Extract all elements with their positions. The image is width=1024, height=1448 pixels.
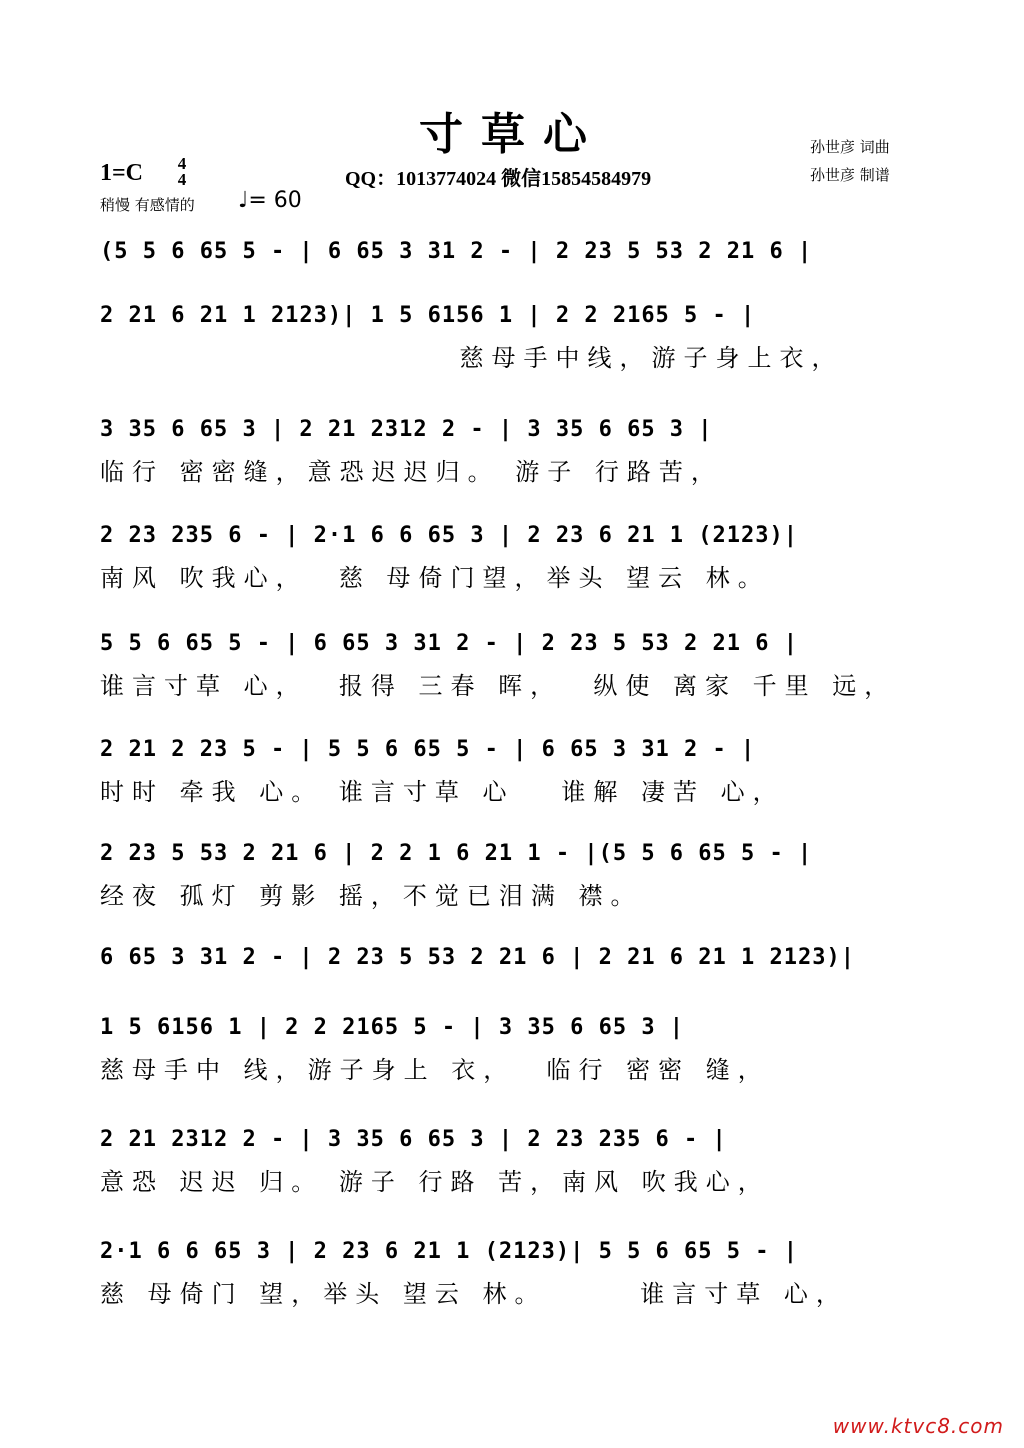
lyrics-row: 慈母手中线，游子身上衣， (100, 344, 844, 372)
contact-info: QQ：1013774024 微信15854584979 (345, 168, 652, 190)
time-signature (172, 156, 192, 188)
notation-row: 2·1 6 6 65 3 | 2 23 6 21 1 (2123)| 5 5 6 65 5 - | (100, 1238, 799, 1264)
lyrics-row: 临行 密密缝，意恐迟迟归。 游子 行路苦， (100, 458, 723, 486)
page-title: 寸草心 (419, 109, 605, 160)
notation-row: 3 35 6 65 3 | 2 21 2312 2 - | 3 35 6 65 3 | (100, 416, 713, 442)
watermark: www.ktvc8.com (832, 1414, 1004, 1438)
lyrics-row: 经夜 孤灯 剪影 摇，不觉已泪满 襟。 (100, 882, 643, 910)
notation-row: 1 5 6156 1 | 2 2 2165 5 - | 3 35 6 65 3 | (100, 1014, 685, 1040)
lyrics-row: 谁言寸草 心， 报得 三春 晖， 纵使 离家 千里 远， (100, 672, 897, 700)
expression-mark: 稍慢 有感情的 (100, 196, 195, 214)
notation-row: 2 23 235 6 - | 2·1 6 6 65 3 | 2 23 6 21 1 (2123)| (100, 522, 799, 548)
time-signature-top: 4 (177, 154, 187, 173)
notation-row: 2 21 2312 2 - | 3 35 6 65 3 | 2 23 235 6 - | (100, 1126, 727, 1152)
notation-row: 2 21 6 21 1 2123)| 1 5 6156 1 | 2 2 2165 5 - | (100, 302, 756, 328)
lyrics-row: 慈 母倚门 望，举头 望云 林。 谁言寸草 心， (100, 1280, 848, 1308)
lyrics-row: 意恐 迟迟 归。 游子 行路 苦，南风 吹我心， (100, 1168, 770, 1196)
time-signature-bottom: 4 (177, 170, 187, 189)
notation-row: 6 65 3 31 2 - | 2 23 5 53 2 21 6 | 2 21 6 21 1 2123)| (100, 944, 855, 970)
lyrics-row (100, 980, 928, 1010)
lyrics-row: 慈母手中 线，游子身上 衣， 临行 密密 缝， (100, 1056, 770, 1084)
notation-row: 5 5 6 65 5 - | 6 65 3 31 2 - | 2 23 5 53 2 21 6 | (100, 630, 799, 656)
notation-row: 2 21 2 23 5 - | 5 5 6 65 5 - | 6 65 3 31 2 - | (100, 736, 756, 762)
key-signature: 1=C (100, 160, 144, 186)
credit-lyrics: 孙世彦 词曲 (810, 138, 890, 156)
notation-row: 2 23 5 53 2 21 6 | 2 2 1 6 21 1 - |(5 5 6 65 5 - | (100, 840, 813, 866)
notation-row: (5 5 6 65 5 - | 6 65 3 31 2 - | 2 23 5 53 2 21 6 | (100, 238, 813, 264)
credit-score: 孙世彦 制谱 (810, 166, 890, 184)
lyrics-row: 时时 牵我 心。 谁言寸草 心 谁解 凄苦 心， (100, 778, 785, 806)
tempo-mark: ♩= 60 (238, 188, 302, 213)
lyrics-row: 南风 吹我心， 慈 母倚门望，举头 望云 林。 (100, 564, 770, 592)
